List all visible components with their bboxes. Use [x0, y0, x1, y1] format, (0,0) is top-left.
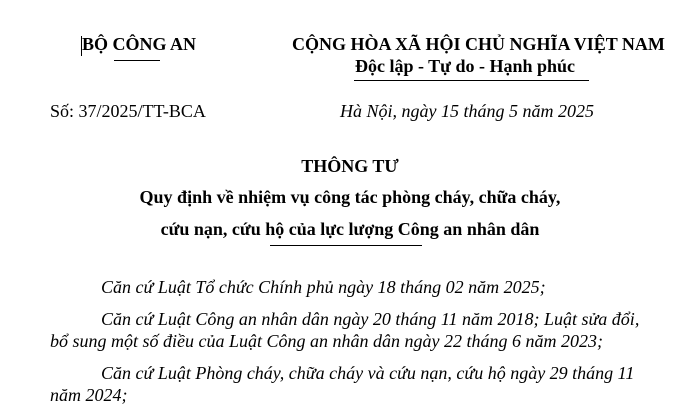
agency-underline — [114, 60, 160, 61]
national-title: CỘNG HÒA XÃ HỘI CHỦ NGHĨA VIỆT NAM — [292, 34, 665, 54]
document-title-line-1: Quy định về nhiệm vụ công tác phòng cháy, chữa cháy, — [139, 187, 561, 207]
document-type: THÔNG TƯ — [301, 156, 399, 176]
legal-basis-3-line-1: Căn cứ Luật Phòng cháy, chữa cháy và cứu nạn, cứu hộ ngày 29 tháng 11 — [101, 363, 635, 383]
title-underline — [270, 245, 422, 246]
place-and-date: Hà Nội, ngày 15 tháng 5 năm 2025 — [340, 101, 594, 121]
national-motto: Độc lập - Tự do - Hạnh phúc — [355, 56, 576, 76]
issuing-agency: BỘ CÔNG AN — [82, 34, 197, 54]
motto-underline — [354, 80, 589, 81]
legal-basis-2-line-2: bổ sung một số điều của Luật Công an nhân dân ngày 22 tháng 6 năm 2023; — [50, 331, 603, 351]
document-title-line-2: cứu nạn, cứu hộ của lực lượng Công an nhân dân — [160, 219, 540, 239]
document-number: Số: 37/2025/TT-BCA — [50, 101, 206, 121]
legal-basis-3-line-2: năm 2024; — [50, 385, 128, 405]
legal-basis-2-line-1: Căn cứ Luật Công an nhân dân ngày 20 tháng 11 năm 2018; Luật sửa đổi, — [101, 309, 640, 329]
legal-basis-1: Căn cứ Luật Tổ chức Chính phủ ngày 18 tháng 02 năm 2025; — [101, 277, 546, 297]
